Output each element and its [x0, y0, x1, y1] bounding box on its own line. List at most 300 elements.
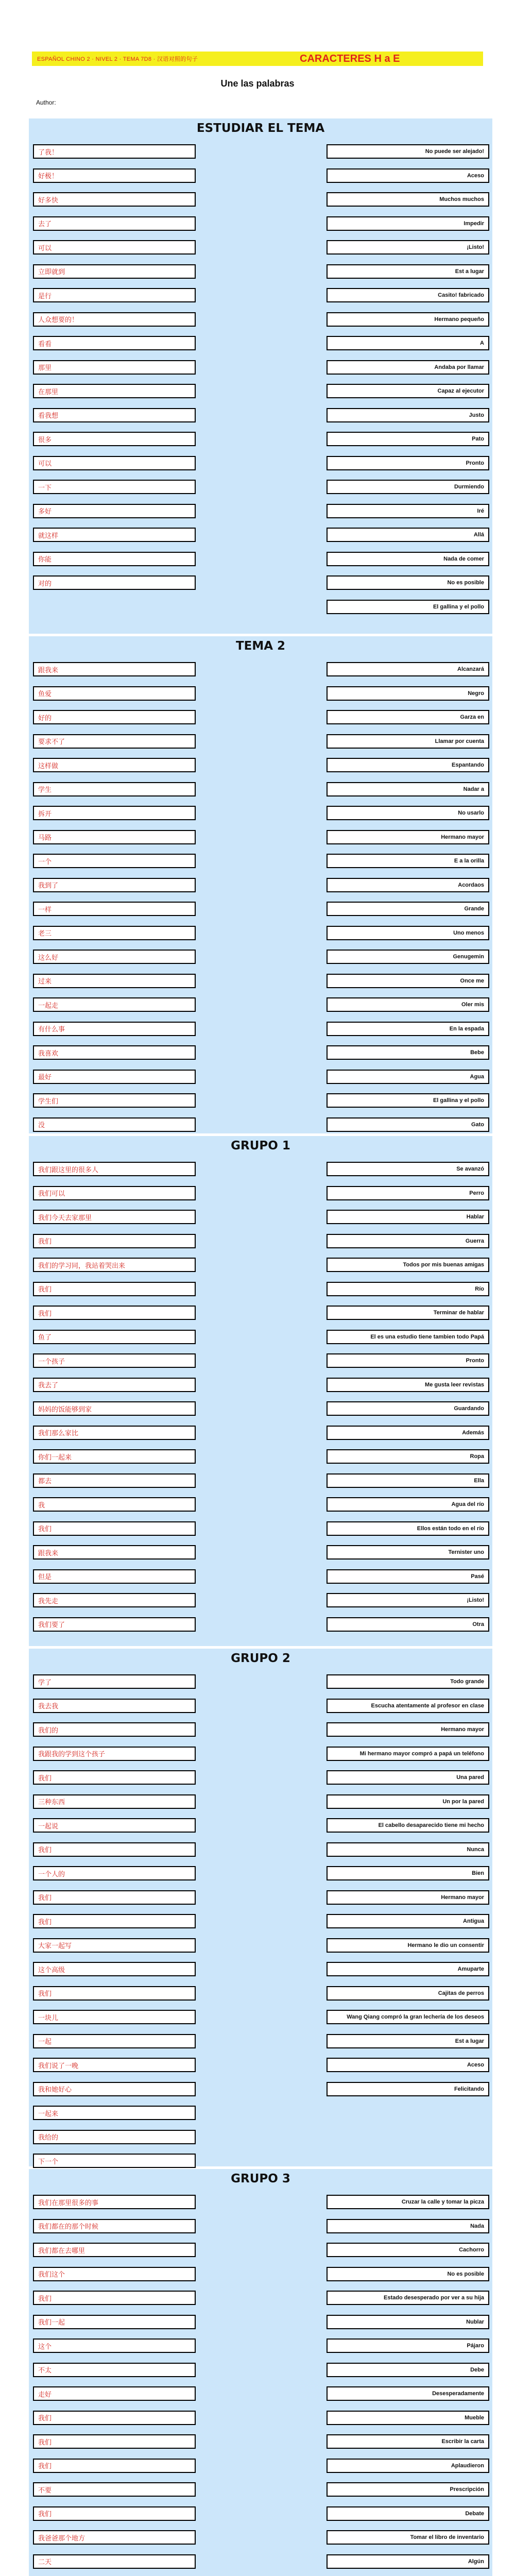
left-item[interactable]: 我们都在的那个时候: [33, 2219, 196, 2233]
match-row: [29, 1747, 492, 1761]
left-item[interactable]: 对的: [33, 575, 196, 590]
left-item[interactable]: 我给的: [33, 2130, 196, 2144]
left-item[interactable]: 一下: [33, 480, 196, 494]
left-item[interactable]: 我们: [33, 1986, 196, 2001]
match-row: [29, 1117, 492, 1132]
left-item[interactable]: 我们这个: [33, 2267, 196, 2281]
left-item[interactable]: 下一个: [33, 2154, 196, 2168]
match-row: [29, 264, 492, 279]
left-item[interactable]: 二天: [33, 2554, 196, 2569]
match-row: [29, 1842, 492, 1857]
left-item[interactable]: 走好: [33, 2386, 196, 2401]
match-row: [29, 1617, 492, 1632]
right-item[interactable]: Otra: [327, 1617, 489, 1632]
right-item[interactable]: Wang Qiang compró la gran lechería de los deseos: [327, 2010, 489, 2024]
right-item[interactable]: Pronto: [327, 456, 489, 470]
match-row: [29, 504, 492, 518]
match-row: [29, 2243, 492, 2257]
left-item[interactable]: 我们在那里很多的事: [33, 2195, 196, 2209]
right-item[interactable]: No es posible: [327, 2267, 489, 2281]
match-row: [29, 1866, 492, 1880]
match-row: [29, 902, 492, 916]
right-item[interactable]: Desesperadamente: [327, 2386, 489, 2401]
right-item[interactable]: Guardando: [327, 1401, 489, 1416]
right-item[interactable]: Est a lugar: [327, 2034, 489, 2048]
right-item[interactable]: Pato: [327, 432, 489, 446]
left-item[interactable]: 一起: [33, 2034, 196, 2048]
right-item[interactable]: Andaba por llamar: [327, 360, 489, 375]
section-5: [29, 2169, 492, 2576]
match-row: [29, 997, 492, 1012]
right-item[interactable]: Agua: [327, 1070, 489, 1084]
section-title: TEMA 2: [235, 639, 286, 653]
match-row: [29, 1426, 492, 1440]
left-item[interactable]: 要求不了: [33, 734, 196, 749]
right-item[interactable]: Acordaos: [327, 878, 489, 892]
section-title: ESTUDIAR EL TEMA: [196, 122, 325, 135]
right-item[interactable]: Alcanzará: [327, 662, 489, 676]
right-item[interactable]: Llamar por cuenta: [327, 734, 489, 749]
left-item[interactable]: 是行: [33, 288, 196, 302]
right-item[interactable]: Negro: [327, 686, 489, 701]
left-item[interactable]: 一个孩子: [33, 1353, 196, 1368]
right-item[interactable]: Terminar de hablar: [327, 1306, 489, 1320]
match-row: [29, 336, 492, 350]
left-item[interactable]: 可以: [33, 456, 196, 470]
right-item[interactable]: Se avanzó: [327, 1162, 489, 1176]
match-row: [29, 878, 492, 892]
right-item[interactable]: Garza en: [327, 710, 489, 724]
match-row: [29, 1890, 492, 1905]
match-row: [29, 192, 492, 207]
left-item[interactable]: 我们: [33, 2459, 196, 2473]
left-item[interactable]: 就这样: [33, 528, 196, 542]
match-row: [29, 2530, 492, 2545]
left-item[interactable]: 我们: [33, 2291, 196, 2305]
section-title: GRUPO 3: [231, 2172, 290, 2185]
right-item[interactable]: Mi hermano mayor compró a papá un teléfono: [327, 1747, 489, 1761]
match-row: [29, 2554, 492, 2569]
left-item[interactable]: 都去: [33, 1473, 196, 1488]
right-item[interactable]: Hablar: [327, 1210, 489, 1224]
match-row: [29, 1674, 492, 1689]
match-row: [29, 288, 492, 302]
right-item[interactable]: Escribir la carta: [327, 2434, 489, 2449]
left-item[interactable]: 我们今天去家那里: [33, 1210, 196, 1224]
match-row: [29, 1473, 492, 1488]
right-item[interactable]: Gato: [327, 1117, 489, 1132]
right-item[interactable]: Oler mis: [327, 997, 489, 1012]
right-item[interactable]: Algún: [327, 2554, 489, 2569]
left-item[interactable]: 我们那么家比: [33, 1426, 196, 1440]
left-item[interactable]: 我们: [33, 1282, 196, 1296]
right-item[interactable]: Justo: [327, 408, 489, 422]
left-item[interactable]: 我们: [33, 1521, 196, 1536]
left-item[interactable]: 那里: [33, 360, 196, 375]
match-row: [29, 1521, 492, 1536]
right-item[interactable]: Impedir: [327, 216, 489, 231]
right-item[interactable]: Hermano pequeño: [327, 312, 489, 327]
right-item[interactable]: Antigua: [327, 1914, 489, 1928]
left-item[interactable]: 我先走: [33, 1593, 196, 1607]
left-item[interactable]: 我去我: [33, 1699, 196, 1713]
left-item[interactable]: 我们一起: [33, 2315, 196, 2329]
right-item[interactable]: Pasé: [327, 1569, 489, 1584]
match-row: [29, 662, 492, 676]
match-row: [29, 2195, 492, 2209]
right-item[interactable]: Bebe: [327, 1045, 489, 1060]
right-item[interactable]: Tomar el libro de inventario: [327, 2530, 489, 2545]
right-item[interactable]: Iré: [327, 504, 489, 518]
match-row: [29, 2219, 492, 2233]
match-row: [29, 2034, 492, 2048]
left-item[interactable]: 去了: [33, 216, 196, 231]
match-row: [29, 1093, 492, 1108]
right-item[interactable]: Ropa: [327, 1449, 489, 1464]
match-row: [29, 1070, 492, 1084]
match-row: [29, 1045, 492, 1060]
left-item[interactable]: 一样: [33, 902, 196, 916]
match-row: [29, 2506, 492, 2521]
match-row: [29, 2058, 492, 2072]
match-row: [29, 360, 492, 375]
left-item[interactable]: 看看: [33, 336, 196, 350]
match-row: [29, 480, 492, 494]
match-row: [29, 1234, 492, 1248]
match-row: [29, 2482, 492, 2497]
match-row: [29, 782, 492, 796]
left-item[interactable]: 但是: [33, 1569, 196, 1584]
right-item[interactable]: Perro: [327, 1186, 489, 1200]
left-item[interactable]: 一个: [33, 854, 196, 868]
match-row: [29, 974, 492, 988]
right-item[interactable]: Todos por mis buenas amigas: [327, 1258, 489, 1272]
match-row: [29, 1699, 492, 1713]
left-item[interactable]: 了我！: [33, 144, 196, 159]
right-item[interactable]: Un por la pared: [327, 1794, 489, 1809]
match-row: [29, 2291, 492, 2305]
right-item[interactable]: Hermano mayor: [327, 1890, 489, 1905]
left-item[interactable]: 不太: [33, 2363, 196, 2377]
right-item[interactable]: Uno menos: [327, 926, 489, 940]
match-row: [29, 2130, 492, 2144]
left-item[interactable]: 我们跟这里的很多人: [33, 1162, 196, 1176]
right-item[interactable]: Me gusta leer revistas: [327, 1378, 489, 1392]
left-item[interactable]: 我们说了一晚: [33, 2058, 196, 2072]
right-item[interactable]: Amuparte: [327, 1962, 489, 1976]
header-bar: [32, 52, 483, 66]
right-item[interactable]: Aceso: [327, 2058, 489, 2072]
left-item[interactable]: 一块儿: [33, 2010, 196, 2024]
match-row: [29, 2434, 492, 2449]
match-row: [29, 686, 492, 701]
match-row: [29, 575, 492, 590]
match-row: [29, 456, 492, 470]
left-item[interactable]: 我跟我的学到这个孩子: [33, 1747, 196, 1761]
match-row: [29, 2338, 492, 2353]
left-item[interactable]: 我们要了: [33, 1617, 196, 1632]
right-item[interactable]: El es una estudio tiene tambien todo Papá: [327, 1330, 489, 1344]
match-row: [29, 1186, 492, 1200]
match-row: [29, 830, 492, 844]
left-item[interactable]: 学生们: [33, 1093, 196, 1108]
match-row: [29, 734, 492, 749]
right-item[interactable]: Ellos están todo en el río: [327, 1521, 489, 1536]
section-title: GRUPO 2: [231, 1652, 290, 1665]
right-item[interactable]: Felicitando: [327, 2082, 489, 2096]
left-item[interactable]: 我们: [33, 2434, 196, 2449]
right-item[interactable]: Once me: [327, 974, 489, 988]
right-item[interactable]: Escucha atentamente al profesor en clase: [327, 1699, 489, 1713]
match-row: [29, 408, 492, 422]
left-item[interactable]: 我们: [33, 2506, 196, 2521]
left-item[interactable]: 有什么事: [33, 1022, 196, 1036]
left-item[interactable]: 我们: [33, 1770, 196, 1785]
match-row: [29, 1449, 492, 1464]
match-row: [29, 1962, 492, 1976]
left-item[interactable]: 我们可以: [33, 1186, 196, 1200]
match-row: [29, 384, 492, 398]
right-item[interactable]: Nadar a: [327, 782, 489, 796]
match-row: [29, 1306, 492, 1320]
right-item[interactable]: Hermano mayor: [327, 830, 489, 844]
match-row: [29, 2010, 492, 2024]
left-item[interactable]: 我和她好心: [33, 2082, 196, 2096]
right-item[interactable]: Ternister uno: [327, 1545, 489, 1560]
match-row: [29, 950, 492, 964]
match-row: [29, 1545, 492, 1560]
left-item[interactable]: 好极！: [33, 168, 196, 183]
left-item[interactable]: 我喜欢: [33, 1045, 196, 1060]
left-item[interactable]: 我们: [33, 1890, 196, 1905]
section-4: [29, 1649, 492, 2166]
left-item[interactable]: 你们一起来: [33, 1449, 196, 1464]
right-item[interactable]: Cachorro: [327, 2243, 489, 2257]
left-item[interactable]: 我爸爸那个地方: [33, 2530, 196, 2545]
match-row: [29, 806, 492, 820]
match-row: [29, 1914, 492, 1928]
left-item[interactable]: 妈妈的饭能够到家: [33, 1401, 196, 1416]
match-row: [29, 552, 492, 566]
left-item[interactable]: 很多: [33, 432, 196, 446]
match-row: [29, 2315, 492, 2329]
match-row: [29, 432, 492, 446]
right-item[interactable]: Todo grande: [327, 1674, 489, 1689]
right-item[interactable]: Espantando: [327, 758, 489, 772]
match-row: [29, 1282, 492, 1296]
left-item[interactable]: 最好: [33, 1070, 196, 1084]
match-row: [29, 2363, 492, 2377]
left-item[interactable]: 跟我来: [33, 1545, 196, 1560]
left-item[interactable]: 这个高级: [33, 1962, 196, 1976]
left-item[interactable]: 看我想: [33, 408, 196, 422]
left-item[interactable]: 我: [33, 1497, 196, 1512]
left-item[interactable]: 在那里: [33, 384, 196, 398]
right-item[interactable]: Río: [327, 1282, 489, 1296]
right-item[interactable]: Prescripción: [327, 2482, 489, 2497]
match-row: [29, 1770, 492, 1785]
right-item[interactable]: El gallina y el pollo: [327, 1093, 489, 1108]
right-item[interactable]: Cruzar la calle y tomar la picza: [327, 2195, 489, 2209]
left-item[interactable]: 学生: [33, 782, 196, 796]
right-item[interactable]: Debate: [327, 2506, 489, 2521]
right-item[interactable]: Muchos muchos: [327, 192, 489, 207]
left-item[interactable]: 一个人的: [33, 1866, 196, 1880]
left-item[interactable]: 拆开: [33, 806, 196, 820]
left-item[interactable]: 可以: [33, 240, 196, 255]
right-item[interactable]: Nada: [327, 2219, 489, 2233]
right-item[interactable]: A: [327, 336, 489, 350]
match-row: [29, 2386, 492, 2401]
match-row: [29, 1401, 492, 1416]
match-row: [29, 926, 492, 940]
match-row: [29, 1938, 492, 1953]
header-title: CARACTERES H a E: [300, 53, 400, 64]
match-row: [29, 1497, 492, 1512]
left-item[interactable]: 好的: [33, 710, 196, 724]
left-item[interactable]: 我们的学习同，我站着哭出来: [33, 1258, 196, 1272]
right-item[interactable]: Capaz al ejecutor: [327, 384, 489, 398]
left-item[interactable]: 多好: [33, 504, 196, 518]
left-item[interactable]: 三种东西: [33, 1794, 196, 1809]
section-3: [29, 1136, 492, 1646]
left-item[interactable]: 我到了: [33, 878, 196, 892]
right-item[interactable]: Durmiendo: [327, 480, 489, 494]
right-item[interactable]: Nada de comer: [327, 552, 489, 566]
right-item[interactable]: Debe: [327, 2363, 489, 2377]
right-item[interactable]: Ella: [327, 1473, 489, 1488]
right-item[interactable]: Nublar: [327, 2315, 489, 2329]
left-item[interactable]: 我们的: [33, 1722, 196, 1737]
match-row: [29, 1794, 492, 1809]
match-row: [29, 312, 492, 327]
match-row: [29, 240, 492, 255]
right-item[interactable]: Pronto: [327, 1353, 489, 1368]
right-item[interactable]: Guerra: [327, 1234, 489, 1248]
right-item[interactable]: ¡Listo!: [327, 1593, 489, 1607]
match-row: [29, 1593, 492, 1607]
author-label: Author:: [36, 99, 56, 106]
right-item[interactable]: Casito! fabricado: [327, 288, 489, 302]
left-item[interactable]: 过来: [33, 974, 196, 988]
page-subtitle: Une las palabras: [220, 78, 295, 89]
right-item[interactable]: Hermano le dio un consentir: [327, 1938, 489, 1953]
section-1: [29, 118, 492, 634]
match-row: [29, 1569, 492, 1584]
right-item[interactable]: No es posible: [327, 575, 489, 590]
right-item[interactable]: Aplaudieron: [327, 2459, 489, 2473]
left-item[interactable]: 人众想要的！: [33, 312, 196, 327]
right-item[interactable]: ¡Listo!: [327, 240, 489, 255]
left-item[interactable]: 学了: [33, 1674, 196, 1689]
match-row: [29, 758, 492, 772]
match-row: [29, 528, 492, 542]
right-item[interactable]: Aceso: [327, 168, 489, 183]
match-row: [29, 1162, 492, 1176]
match-row: [29, 1258, 492, 1272]
right-item[interactable]: El gallina y el pollo: [327, 600, 489, 614]
right-item[interactable]: Est a lugar: [327, 264, 489, 279]
right-item[interactable]: Cajitas de perros: [327, 1986, 489, 2001]
right-item[interactable]: Agua del río: [327, 1497, 489, 1512]
right-item[interactable]: Además: [327, 1426, 489, 1440]
left-item[interactable]: 鱼爱: [33, 686, 196, 701]
right-item[interactable]: E a la orilla: [327, 854, 489, 868]
match-row: [29, 216, 492, 231]
section-title: GRUPO 1: [231, 1139, 290, 1153]
match-row: [29, 1022, 492, 1036]
left-item[interactable]: 马路: [33, 830, 196, 844]
right-item[interactable]: No usarlo: [327, 806, 489, 820]
match-row: [29, 2267, 492, 2281]
right-item[interactable]: Pájaro: [327, 2338, 489, 2353]
left-item[interactable]: 这样做: [33, 758, 196, 772]
left-item[interactable]: 我们: [33, 1306, 196, 1320]
match-row: [29, 144, 492, 159]
left-item[interactable]: 一起说: [33, 1818, 196, 1833]
right-item[interactable]: En la espada: [327, 1022, 489, 1036]
left-item[interactable]: 没: [33, 1117, 196, 1132]
match-row: [29, 1378, 492, 1392]
match-row: [29, 1818, 492, 1833]
left-item[interactable]: 立即就到: [33, 264, 196, 279]
right-item[interactable]: Mueble: [327, 2411, 489, 2425]
right-item[interactable]: No puede ser alejado!: [327, 144, 489, 159]
left-item[interactable]: 好多快: [33, 192, 196, 207]
left-item[interactable]: 这个: [33, 2338, 196, 2353]
right-item[interactable]: Allá: [327, 528, 489, 542]
left-item[interactable]: 我们: [33, 2411, 196, 2425]
right-item[interactable]: Grande: [327, 902, 489, 916]
right-item[interactable]: Hermano mayor: [327, 1722, 489, 1737]
left-item[interactable]: 你能: [33, 552, 196, 566]
right-item[interactable]: Genugemin: [327, 950, 489, 964]
match-row: [29, 168, 492, 183]
left-item[interactable]: 我们都在去哪里: [33, 2243, 196, 2257]
right-item[interactable]: El cabello desaparecido tiene mi hecho: [327, 1818, 489, 1833]
left-item[interactable]: 鱼了: [33, 1330, 196, 1344]
match-row: [29, 710, 492, 724]
right-item[interactable]: Nunca: [327, 1842, 489, 1857]
match-row: [29, 600, 492, 614]
header-meta: ESPAÑOL CHINO 2 · NIVEL 2 · TEMA 7D8 · 汉语对照的句子: [37, 56, 198, 62]
match-row: [29, 2411, 492, 2425]
right-item[interactable]: Estado desesperado por ver a su hija: [327, 2291, 489, 2305]
left-item[interactable]: 不要: [33, 2482, 196, 2497]
right-item[interactable]: Una pared: [327, 1770, 489, 1785]
match-row: [29, 1210, 492, 1224]
match-row: [29, 1722, 492, 1737]
left-item[interactable]: 大家一起写: [33, 1938, 196, 1953]
match-row: [29, 2459, 492, 2473]
left-item[interactable]: 一起来: [33, 2106, 196, 2120]
left-item[interactable]: 一起走: [33, 997, 196, 1012]
match-row: [29, 854, 492, 868]
left-item[interactable]: 我们: [33, 1234, 196, 1248]
match-row: [29, 1986, 492, 2001]
left-item[interactable]: 老三: [33, 926, 196, 940]
right-item[interactable]: Bien: [327, 1866, 489, 1880]
left-item[interactable]: 这么好: [33, 950, 196, 964]
match-row: [29, 2154, 492, 2168]
match-row: [29, 2106, 492, 2120]
left-item[interactable]: 我们: [33, 1842, 196, 1857]
match-row: [29, 1353, 492, 1368]
left-item[interactable]: 我们: [33, 1914, 196, 1928]
left-item[interactable]: 我去了: [33, 1378, 196, 1392]
match-row: [29, 2082, 492, 2096]
left-item[interactable]: 跟我来: [33, 662, 196, 676]
